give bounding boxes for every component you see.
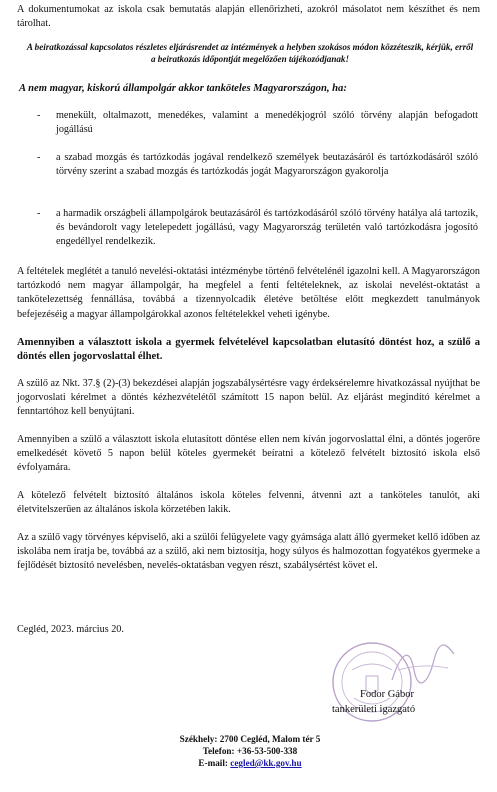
footer-seat: Székhely: 2700 Cegléd, Malom tér 5	[179, 734, 321, 744]
lead-heading: A nem magyar, kiskorú állampolgár akkor tanköteles Magyarországon, ha:	[19, 83, 347, 94]
list-item	[38, 109, 478, 137]
mandatory-paragraph: A kötelező felvételt biztosító általános iskola köteles felvenni, átvenni azt a tanköteles tanulót, aki életvitelszerűen az általános iskola körzetében lakik.	[17, 490, 480, 516]
reject-paragraph: Amennyiben a szülő a választott iskola elutasított döntése ellen nem kíván jogorvoslattal élni, a döntés jogerőre emelkedését követő 5 napon belül köteles gyermekét beíratni a kötelező felvételt biztosító iskola első évfolyamára.	[17, 434, 480, 474]
list-dash: -	[37, 110, 41, 121]
list-dash: -	[37, 152, 41, 163]
conditions-paragraph: A feltételek meglétét a tanuló nevelési-oktatási intézménybe történő felvételénél igazolni kell. A Magyarországon tartózkodó nem magyar állampolgár, ha megfelel a fenti feltételeknek, az iskolai nevelést-oktatást a tankötelezettség fennállása, továbbá a tizennyolcadik életéve betöltése előtt megkezdett tanulmányok befejezéséig a magyar állampolgárokkal azonos feltételekkel veheti igénybe.	[17, 266, 480, 320]
footer-email-label: E-mail:	[198, 758, 228, 768]
footer-email-line	[130, 757, 370, 769]
intro-paragraph: A dokumentumokat az iskola csak bemutatás alapján ellenőrizheti, azokról másolatot nem készíthet és nem tárolhat.	[17, 4, 480, 30]
signature-icon	[388, 640, 458, 690]
list-item-text: a harmadik országbeli állampolgárok beutazásáról és tartózkodásáról szóló törvény hatálya alá tartozik, és bevándorolt vagy letelepedett jogállású, vagy Magyarország területén való tartózkodásra jogosító engedéllyel rendelkezik.	[56, 208, 478, 248]
appeal-heading: Amennyiben a választott iskola a gyermek felvételével kapcsolatban elutasító döntést hoz, a szülő a döntés ellen jogorvoslattal élhet.	[17, 337, 480, 363]
signatory-name: Fodor Gábor	[360, 689, 414, 700]
list-dash: -	[37, 208, 41, 219]
appeal-paragraph: A szülő az Nkt. 37.§ (2)-(3) bekezdései alapján jogszabálysértésre vagy érdeksérelemre hivatkozással nyújthat be jogorvoslati kérelmet a döntés kézhezvételétől számított 15 napon belül. Az eljárást megindító kérelmet a fenntartóhoz kell benyújtani.	[17, 378, 480, 418]
footer-phone: Telefon: +36-53-500-338	[202, 746, 298, 756]
signatory-title: tankerületi igazgató	[332, 704, 416, 715]
place-date: Cegléd, 2023. március 20.	[17, 624, 124, 635]
notice-text: A beiratkozással kapcsolatos részletes eljárásrendet az intézmények a helyben szokásos módon közzéteszik, kérjük, erről a beiratkozás időpontját megelőzően tájékozódjanak!	[26, 42, 474, 65]
list-item-text: a szabad mozgás és tartózkodás jogával rendelkező személyek beutazásáról és tartózkodásáról szóló törvény szerint a szabad mozgás és tartózkodás jogát Magyarországon gyakorolja	[56, 152, 478, 178]
list-item	[38, 207, 478, 250]
list-item	[38, 151, 478, 179]
email-link[interactable]: cegled@kk.gov.hu	[230, 758, 302, 768]
list-item-text: menekült, oltalmazott, menedékes, valamint a menedékjogról szóló törvény alapján befogadott jogállású	[56, 110, 478, 136]
violation-paragraph: Az a szülő vagy törvényes képviselő, aki a szülői felügyelete vagy gyámsága alatt álló gyermeket kellő időben az iskolába nem íratja be, továbbá az a szülő, aki nem biztosítja, hogy súlyos és halmozottan fogyatékos gyermeke a fejlődését biztosító nevelésben, nevelés-oktatásban vegyen részt, szabálysértést követ el.	[17, 532, 480, 572]
